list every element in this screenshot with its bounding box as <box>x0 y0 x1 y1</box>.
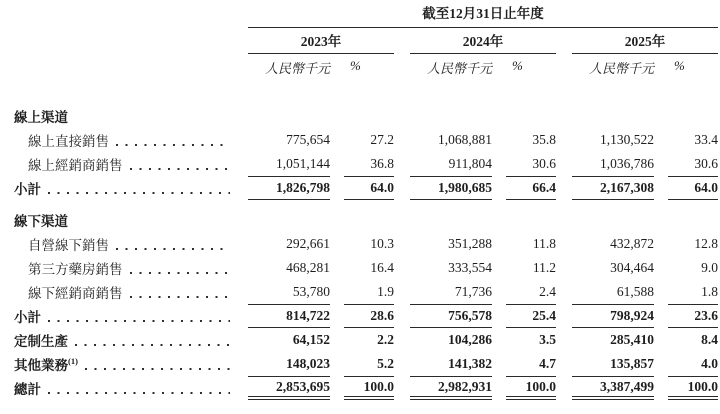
value-group-2024 <box>410 232 556 256</box>
row-label-text: 線下經銷商銷售 <box>28 286 123 301</box>
unit-header-group-2024 <box>410 58 556 77</box>
amount-cell: 1,980,685 <box>410 176 492 200</box>
value-group-2025 <box>572 352 718 376</box>
value-group-2023 <box>248 232 394 256</box>
amount-cell: 285,410 <box>610 332 654 347</box>
amount-cell: 2,982,931 <box>410 376 492 400</box>
period-header: 截至12月31日止年度 <box>248 2 718 28</box>
percent-cell: 66.4 <box>506 176 556 200</box>
dot-leader <box>75 344 230 346</box>
percent-cell: 100.0 <box>668 376 718 400</box>
percent-cell: 2.4 <box>539 284 556 299</box>
value-group-2024 <box>410 128 556 152</box>
value-group-2023 <box>248 304 394 328</box>
row-label: 其他業務 (1) <box>14 352 232 376</box>
value-group-2023 <box>248 128 394 152</box>
amount-cell: 53,780 <box>292 284 330 299</box>
amount-cell: 3,387,499 <box>572 376 654 400</box>
amount-cell: 141,382 <box>448 356 492 371</box>
amount-cell: 104,286 <box>448 332 492 347</box>
amount-cell: 432,872 <box>610 236 654 251</box>
table-row-self-operated-offline-sales <box>14 232 720 256</box>
dot-leader <box>48 320 230 322</box>
percent-cell: 4.7 <box>539 356 556 371</box>
row-label-text: 線上直接銷售 <box>28 134 109 149</box>
table-header-columns <box>248 2 718 77</box>
percent-cell: 10.3 <box>370 236 394 251</box>
value-group-2023 <box>248 328 394 352</box>
row-label <box>14 232 232 256</box>
dot-leader <box>48 192 230 194</box>
table-row-total <box>14 376 720 400</box>
value-group-2024 <box>410 304 556 328</box>
percent-cell: 4.0 <box>701 356 718 371</box>
row-label-text: 其他業務 <box>14 358 68 373</box>
unit-header-row <box>248 58 718 77</box>
value-group-2023 <box>248 352 394 376</box>
percent-cell: 12.8 <box>694 236 718 251</box>
row-label-text: 總計 <box>14 382 41 397</box>
value-group-2025 <box>572 280 718 304</box>
unit-label: 人民幣千元 <box>426 61 492 76</box>
amount-cell: 1,130,522 <box>600 132 654 147</box>
table-row-third-party-pharmacy-sales <box>14 256 720 280</box>
row-label <box>14 176 232 200</box>
amount-cell: 1,068,881 <box>438 132 492 147</box>
percent-cell: 8.4 <box>701 332 718 347</box>
value-group-2024 <box>410 352 556 376</box>
label-column-spacer <box>14 2 232 77</box>
table-header <box>14 2 720 77</box>
percent-cell: 100.0 <box>506 376 556 400</box>
amount-cell: 135,857 <box>610 356 654 371</box>
year-header-row <box>248 30 718 54</box>
amount-cell: 61,588 <box>616 284 654 299</box>
value-group-2025 <box>572 152 718 176</box>
percent-cell: 30.6 <box>694 156 718 171</box>
value-group-2024 <box>410 328 556 352</box>
dot-leader <box>130 272 231 274</box>
value-group-2025 <box>572 328 718 352</box>
amount-cell: 468,281 <box>286 260 330 275</box>
amount-cell: 64,152 <box>292 332 330 347</box>
unit-label: 人民幣千元 <box>264 61 330 76</box>
percent-cell: 27.2 <box>370 132 394 147</box>
amount-cell: 1,036,786 <box>600 156 654 171</box>
amount-cell: 911,804 <box>448 156 492 171</box>
row-label <box>14 256 232 280</box>
amount-cell: 333,554 <box>448 260 492 275</box>
table-body <box>14 104 720 400</box>
value-group-2024 <box>410 176 556 200</box>
table-row-section-offline <box>14 208 720 232</box>
unit-header-group-2025 <box>572 58 718 77</box>
value-group-2023 <box>248 176 394 200</box>
row-label-text: 第三方藥房銷售 <box>28 262 123 277</box>
table-row-online-subtotal <box>14 176 720 200</box>
dot-leader <box>48 392 230 394</box>
amount-cell: 351,288 <box>448 236 492 251</box>
percent-cell: 64.0 <box>344 176 394 200</box>
row-label-text: 小計 <box>14 310 41 325</box>
amount-cell: 1,051,144 <box>276 156 330 171</box>
amount-cell: 71,736 <box>454 284 492 299</box>
value-group-2024 <box>410 256 556 280</box>
percent-cell: 25.4 <box>506 304 556 328</box>
year-header-2024: 2024年 <box>410 30 556 54</box>
row-label: 線下渠道 <box>14 214 68 229</box>
table-row-customized-production <box>14 328 720 352</box>
percent-cell: 33.4 <box>694 132 718 147</box>
dot-leader <box>116 144 230 146</box>
value-group-2025 <box>572 176 718 200</box>
value-group-2024 <box>410 152 556 176</box>
percent-cell: 36.8 <box>370 156 394 171</box>
row-label: 線上渠道 <box>14 110 68 125</box>
amount-cell: 814,722 <box>248 304 330 328</box>
row-label-text: 小計 <box>14 182 41 197</box>
unit-header-group-2023 <box>248 58 394 77</box>
row-label <box>14 280 232 304</box>
percent-cell: 11.8 <box>532 236 556 251</box>
percent-cell: 100.0 <box>344 376 394 400</box>
dot-leader <box>85 368 230 370</box>
percent-cell: 28.6 <box>344 304 394 328</box>
percent-label: % <box>350 58 361 73</box>
value-group-2024 <box>410 280 556 304</box>
amount-cell: 292,661 <box>286 236 330 251</box>
percent-cell: 11.2 <box>532 260 556 275</box>
percent-label: % <box>674 58 685 73</box>
value-group-2025 <box>572 304 718 328</box>
table-row-online-distributor-sales <box>14 152 720 176</box>
amount-cell: 2,167,308 <box>572 176 654 200</box>
percent-cell: 9.0 <box>701 260 718 275</box>
value-group-2023 <box>248 280 394 304</box>
percent-cell: 5.2 <box>377 356 394 371</box>
percent-cell: 35.8 <box>532 132 556 147</box>
amount-cell: 304,464 <box>610 260 654 275</box>
dot-leader <box>116 248 230 250</box>
percent-cell: 3.5 <box>539 332 556 347</box>
percent-cell: 23.6 <box>668 304 718 328</box>
dot-leader <box>130 296 231 298</box>
percent-cell: 30.6 <box>532 156 556 171</box>
value-group-2023 <box>248 152 394 176</box>
value-group-2023 <box>248 256 394 280</box>
value-group-2025 <box>572 128 718 152</box>
row-label <box>14 376 232 400</box>
value-group-2025 <box>572 232 718 256</box>
percent-cell: 16.4 <box>370 260 394 275</box>
value-group-2025 <box>572 376 718 400</box>
row-label <box>14 304 232 328</box>
value-group-2023 <box>248 376 394 400</box>
percent-cell: 1.8 <box>701 284 718 299</box>
value-group-2025 <box>572 256 718 280</box>
row-label <box>14 128 232 152</box>
amount-cell: 148,023 <box>286 356 330 371</box>
amount-cell: 798,924 <box>572 304 654 328</box>
table-row-offline-subtotal <box>14 304 720 328</box>
amount-cell: 775,654 <box>286 132 330 147</box>
percent-cell: 64.0 <box>668 176 718 200</box>
table-row-offline-distributor-sales <box>14 280 720 304</box>
year-header-2025: 2025年 <box>572 30 718 54</box>
table-row-other-business <box>14 352 720 376</box>
value-group-2024 <box>410 376 556 400</box>
row-label-text: 線上經銷商銷售 <box>28 158 123 173</box>
amount-cell: 1,826,798 <box>248 176 330 200</box>
table-row-online-direct-sales <box>14 128 720 152</box>
year-header-2023: 2023年 <box>248 30 394 54</box>
percent-cell: 1.9 <box>377 284 394 299</box>
percent-label: % <box>512 58 523 73</box>
row-label <box>14 152 232 176</box>
row-label-text: 定制生產 <box>14 334 68 349</box>
row-label-text: 自營線下銷售 <box>28 238 109 253</box>
amount-cell: 756,578 <box>410 304 492 328</box>
row-label <box>14 328 232 352</box>
unit-label: 人民幣千元 <box>588 61 654 76</box>
percent-cell: 2.2 <box>377 332 394 347</box>
dot-leader <box>130 168 231 170</box>
table-row-section-online <box>14 104 720 128</box>
amount-cell: 2,853,695 <box>248 376 330 400</box>
